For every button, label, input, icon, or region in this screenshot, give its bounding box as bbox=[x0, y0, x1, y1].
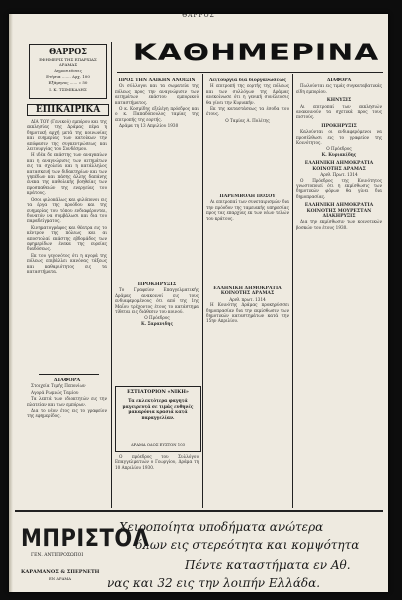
ad-slogan-line: Χειροποίητα υποδήματα ανώτερα bbox=[119, 520, 324, 534]
column-rule bbox=[202, 74, 203, 508]
paragraph: Το Γραφείον Επαγγελματικής Δράμας ανακοινοί εις τους ενδιαφερομένους ότι από της 1ης Μαΐου τρέχοντος έτους το κατάστημα τίθεται εις διάθεσιν του κοινού. bbox=[115, 287, 199, 315]
restaurant-body: Τα εκλεκτότερα φαγητά μαγειρευτά σε τιμάς ευθηνές μακαρόνια κρασιά κατά παραγγελίαν. bbox=[122, 398, 194, 420]
notice-title: ΔΙΑΦΟΡΑ bbox=[53, 378, 81, 383]
ad-brand: ΜΠΡΙΣΤΟΛ bbox=[21, 524, 150, 552]
paragraph: Δια το νέον έτος εις το γραφείον της εφημερίδος. bbox=[27, 408, 107, 419]
article-title: ΚΗΝΥΞΙΣ bbox=[326, 98, 352, 104]
paragraph: ΔΙΑ ΤΟΥ (Γενικού) εμπόρου και της εκκλησίας της Δράμας πέρα η δημοτική αρχή μετά της κοινωνίας και ευημερίας των κατοίκων την απόφασιν της συγκεντρώσεως και λειτουργίας του Συνδέσμου. bbox=[27, 119, 107, 152]
middle-column-bottom bbox=[115, 454, 199, 506]
article-title: ΠΡΟΚΗΡΥΞΙΣ bbox=[321, 123, 357, 129]
article-title: ΠΑΡΕΜΒΟΛΗ ΠΟΣΟΥ bbox=[219, 194, 276, 199]
box-title: ΘΑΡΡΟΣ bbox=[49, 46, 87, 56]
box-line: Ι. Κ. ΤΣΙΜΙΚΑΛΗΣ bbox=[49, 87, 87, 92]
paragraph: Καλούνται οι ενδιαφερόμενοι να προσέλθωσι εις το γραφείον της Κοινότητος. bbox=[296, 129, 382, 146]
paragraph: Ο κ. Κοσμίδης εξελέγη πρόεδρος και ο κ. Παπαδόπουλος ταμίας της επιτροπής της εορτής. bbox=[115, 106, 199, 122]
paragraph: Ο Πρόεδρος της Κοινότητος γνωστοποιεί ότι η εκμίσθωσις των δημοτικών φόρων θα γίνει δια δημοπρασίας. bbox=[296, 177, 382, 199]
article-title: Λειτουργία δια διοργανώσεως bbox=[208, 78, 287, 83]
ad-brand-sub: ΓΕΝ. ΑΝΤΙΠΡΟΣΩΠΟΙ bbox=[31, 553, 84, 558]
box-line: Δημοσιεύσεις bbox=[54, 68, 82, 73]
box-line: ΕΦΗΜΕΡΙΣ ΤΗΣ ΕΠΑΡΧΙΑΣ bbox=[39, 57, 97, 62]
paragraph: Πωλούνται εις τιμάς συγκαταβατικάς είδη εμπορίου. bbox=[296, 83, 382, 94]
article-title: ΕΛΛΗΝΙΚΗ ΔΗΜΟΚΡΑΤΙΑ ΚΟΙΝΟΤΗΣ ΔΡΑΜΑΣ bbox=[304, 161, 374, 172]
box-line: ΔΡΑΜΑΣ bbox=[58, 62, 78, 67]
article-title: ΕΛΛΗΝΙΚΗ ΔΗΜΟΚΡΑΤΙΑ ΚΟΙΝΟΤΗΣ ΜΟΥΡΕΣΤΑΝ bbox=[304, 203, 374, 214]
paragraph: Εκ του γεγονότος ότι η αγορά της πόλεως επιβάλλει κανόνας τάξεως και καθαριότητος εις τα καταστήματα. bbox=[27, 252, 107, 274]
ad-agent-sub: ΕΝ ΔΡΑΜΑ bbox=[49, 576, 71, 581]
paragraph: Στοιχεία Τιμής Πεπονίων bbox=[31, 383, 86, 389]
left-column bbox=[27, 119, 107, 369]
paragraph: Δια την εκμίσθωσιν των κοινοτικών βοσκών του έτους 1930. bbox=[296, 219, 382, 230]
box-line: Ετήσια ....... Δρχ. 100 bbox=[46, 74, 90, 79]
page-spine bbox=[9, 14, 13, 592]
column-rule bbox=[292, 74, 293, 508]
newspaper-page bbox=[9, 14, 388, 592]
signature-role: Ο Πρόεδρος bbox=[144, 315, 170, 321]
ad-agent: ΚΑΡΑΜΑΝΟΣ & ΣΠΕΡΝΕΤΗ bbox=[21, 569, 100, 575]
signature-role: Ο Πρόεδρος bbox=[326, 146, 352, 152]
ad-slogan-line: όλων εις στερεότητα και κομψότητα bbox=[135, 538, 360, 552]
paragraph: Αγορά Ρωμιώς Ταμίου bbox=[31, 389, 79, 395]
section-heading: ΕΠΙΚΑΙΡΙΚΑ bbox=[27, 104, 109, 116]
signature-name: Κ. Σαρανιδης bbox=[140, 320, 174, 326]
signature: Ο Ταμίας Α. Πολίτης bbox=[225, 117, 270, 123]
column-rule bbox=[111, 42, 112, 508]
protocol-number: Αριθ. πρωτ. 1314 bbox=[229, 296, 266, 302]
announcement-title: ΠΡΟΚΗΡΥΞΙΣ bbox=[137, 282, 177, 287]
right-column-1 bbox=[206, 78, 289, 188]
masthead-rule bbox=[117, 72, 383, 73]
right-column-1c bbox=[206, 286, 289, 504]
signature-name: Κ. Κυριακίδης bbox=[321, 151, 357, 157]
paragraph: Ο πρόεδρος του Συλλόγου Επαγγελματιών ο Γεωργίου, Δράμα τη 10 Απριλίου 1930. bbox=[115, 454, 199, 470]
restaurant-title: ΕΣΤΙΑΤΟΡΙΟΝ «ΝΙΚΗ» bbox=[127, 389, 189, 395]
paragraph: Η ιδέα δε εκάστης των αναγκαίων και η αναγνώρισις των αιτημάτων εις τα σχολεία και η κατάλληλος κατασκευή των διδακτηρίων και των γηπέδων και πάσης άλλης δαπάνης ένεκα της καθολικής βοηθείας των προσπαθειών της ενεργείας του κράτους. bbox=[27, 152, 107, 196]
protocol-number: Αριθ. Πρωτ. 1314 bbox=[320, 172, 358, 178]
box-line: Εξάμηνος ...... » 50 bbox=[48, 80, 88, 85]
subscription-box bbox=[29, 44, 107, 99]
article-title: ΔΙΑΦΟΡΑ bbox=[326, 78, 352, 83]
divider bbox=[39, 374, 99, 375]
paragraph: Εκ της καταστάσεως τα έσοδα του έτους. bbox=[206, 106, 289, 117]
paragraph: Οι σύλλογοι και τα σωματεία της πόλεως προς την αναγνώρισιν των αιτημάτων εκάστου εμπορικού καταστήματος. bbox=[115, 83, 199, 105]
left-notice bbox=[27, 378, 107, 498]
article-title: ΕΛΛΗΝΙΚΗ ΔΗΜΟΚΡΑΤΙΑ ΚΟΙΝΟΤΗΣ ΔΡΑΜΑΣ bbox=[213, 286, 282, 297]
paragraph: Αι επιτροπαί των συνεταιρισμών δια την πρόοδον της ταμειακής υπηρεσίας προς τας επαρχίας εκ των νέων τελών του κράτους. bbox=[206, 199, 289, 221]
page-header-title: ΘΑΡΡΟΣ bbox=[182, 14, 215, 19]
bristol-advertisement bbox=[9, 512, 388, 592]
ad-slogan-line: νας και 32 εις την λοιπήν Ελλάδα. bbox=[107, 576, 321, 590]
paragraph: Η επιτροπή της εορτής της πόλεως και των συλλόγων της Δράμας ανεκοίνωσε ότι η γενική συνέλευσις θα γίνει την Κυριακήν. bbox=[206, 83, 289, 105]
ad-slogan-line: Πέντε καταστήματα εν Αθ. bbox=[185, 558, 351, 572]
right-column-1b bbox=[206, 194, 289, 284]
paragraph: Δράμα τη 13 Απριλίου 1930 bbox=[119, 123, 179, 129]
paragraph: Αι επιτροπαί των εκκλησιών ανακοινούν τα σχετικά προς τους πιστούς. bbox=[296, 103, 382, 120]
article-title: ΠΡΟΣ ΤΗΝ ΛΑΪΚΗΝ ΑΝΟΙΞΙΝ bbox=[118, 78, 196, 83]
paragraph: Η Κοινότης Δράμας προκηρύσσει δημοπρασίαν δια την εκμίσθωσιν των δημοτικών καταστημάτων κατά την 15ην Απριλίου. bbox=[206, 302, 289, 324]
announcement bbox=[115, 282, 199, 382]
article-title: ΔΙΑΚΗΡΥΞΙΣ bbox=[322, 213, 356, 219]
middle-column-top bbox=[115, 78, 199, 278]
paragraph: Κινηματογράφος και θέατρα εις το κέντρον της πόλεως και αι αποστολαί εκάστης εβδομάδος των εφημερίδων ένεκα της ευρείας διαδόσεως. bbox=[27, 224, 107, 252]
right-column-2 bbox=[296, 78, 382, 504]
restaurant-ad bbox=[115, 386, 201, 452]
restaurant-footer: ΔΡΑΜΑ ΟΔΟΣ ΕΥΣΤΟΝ 103 bbox=[130, 442, 186, 447]
paragraph: Οσοι φιλοκάλως και φιλόπονοι εις τα έργα της προόδου και της ευημερίας του τόπου ενδιαφέρονται, δυνατόν να συμβάλωσι και δια του παραδείγματος. bbox=[27, 196, 107, 224]
paragraph: Τα λεπτά των ιδιοκτητών εις την πλατείαν και των εμπόρων. bbox=[27, 396, 107, 407]
masthead: ΚΑΘΗΜΕΡΙΝΑ bbox=[132, 40, 380, 66]
